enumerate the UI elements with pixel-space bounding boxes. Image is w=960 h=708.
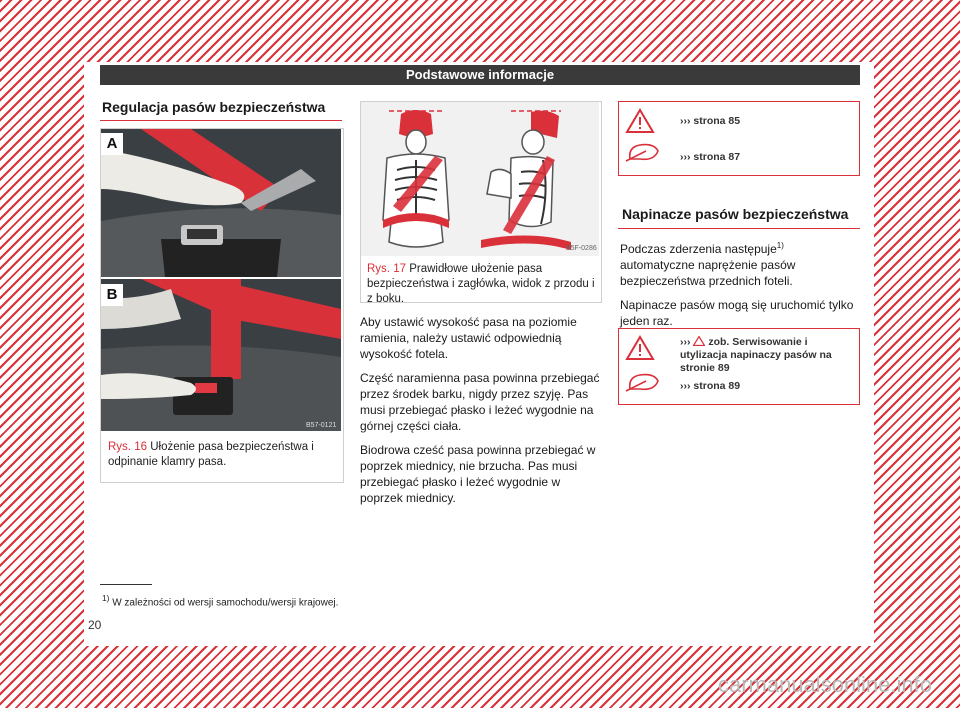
section-title-belt-adjust: Regulacja pasów bezpieczeństwa [102, 99, 326, 115]
paragraph-pretension-once: Napinacze pasów mogą się uruchomić tylko jeden raz. [620, 298, 854, 328]
paragraph-pretension-auto [620, 238, 858, 289]
figure-17-illustration [361, 102, 599, 256]
panel-label-a: A [101, 133, 123, 155]
warning-page-ref-2[interactable] [680, 336, 856, 375]
paragraph-shoulder-belt: Część naramienna pasa powinna przebiegać przez środek barku, nigdy przez szyję. Pas musi przebiegać płasko i leżeć wygodnie na górnej części ciała. [360, 371, 600, 433]
figure-17-caption-text: Prawidłowe ułożenie pasa bezpieczeństwa i zagłówka, widok z przodu i z boku. [367, 263, 595, 305]
watermark: carmanualsonline.info [717, 672, 932, 697]
figure-16-label: Rys. 16 [108, 441, 147, 453]
environment-page-ref-2[interactable]: ››› strona 89 [680, 380, 741, 392]
figure-17-label: Rys. 17 [367, 263, 406, 275]
pretension-text-start: Podczas zderzenia następuje [620, 242, 777, 256]
figure-17-caption [367, 262, 595, 307]
figure-16-photo-b [101, 279, 341, 431]
warning-ref-arrows: ››› [680, 336, 691, 348]
paragraph-lap-belt: Biodrowa cześć pasa powinna przebiegać w poprzek miednicy, nie brzucha. Pas musi przebiegać płasko i leżeć wygodnie w poprzek miednicy. [360, 443, 596, 505]
footnote-ref[interactable]: 1) [776, 241, 784, 250]
environment-leaf-icon [624, 141, 664, 163]
page-header [100, 65, 860, 85]
section-title-rule-2 [618, 228, 860, 229]
warning-page-ref-1[interactable]: ››› strona 85 [680, 115, 741, 127]
figure-16-caption-text: Ułożenie pasa bezpieczeństwa i odpinanie klamry pasa. [108, 441, 314, 468]
page-number: 20 [88, 618, 102, 632]
section-title-rule [100, 120, 342, 121]
figure-16-caption [108, 440, 336, 470]
right-body-text [620, 238, 858, 337]
warning-ref-text: zob. Serwisowanie i utylizacja napinaczy pasów na stronie 89 [680, 336, 832, 374]
footnote-rule [100, 584, 152, 585]
figure-17-code: B5F-0286 [566, 245, 597, 252]
figure-16-code: B57-0121 [306, 422, 337, 429]
pretension-text-end: automatyczne naprężenie pasów bezpieczeństwa przednich foteli. [620, 258, 796, 288]
footnote-mark: 1) [102, 593, 110, 603]
header-title: Podstawowe informacje [405, 67, 555, 82]
panel-label-b: B [101, 284, 123, 306]
warning-triangle-icon [625, 335, 655, 361]
environment-leaf-icon [624, 371, 664, 393]
figure-16-photo-a [101, 129, 341, 277]
small-warning-triangle-icon [693, 336, 705, 346]
middle-body-text [360, 314, 600, 514]
section-title-pretensioners: Napinacze pasów bezpieczeństwa [622, 206, 849, 222]
environment-page-ref-1[interactable]: ››› strona 87 [680, 151, 741, 163]
warning-triangle-icon [625, 108, 655, 134]
paragraph-belt-height: Aby ustawić wysokość pasa na poziomie ramienia, należy ustawić odpowiednią wysokość fotela. [360, 315, 577, 361]
footnote [102, 592, 342, 609]
footnote-text: W zależności od wersji samochodu/wersji krajowej. [112, 597, 339, 609]
